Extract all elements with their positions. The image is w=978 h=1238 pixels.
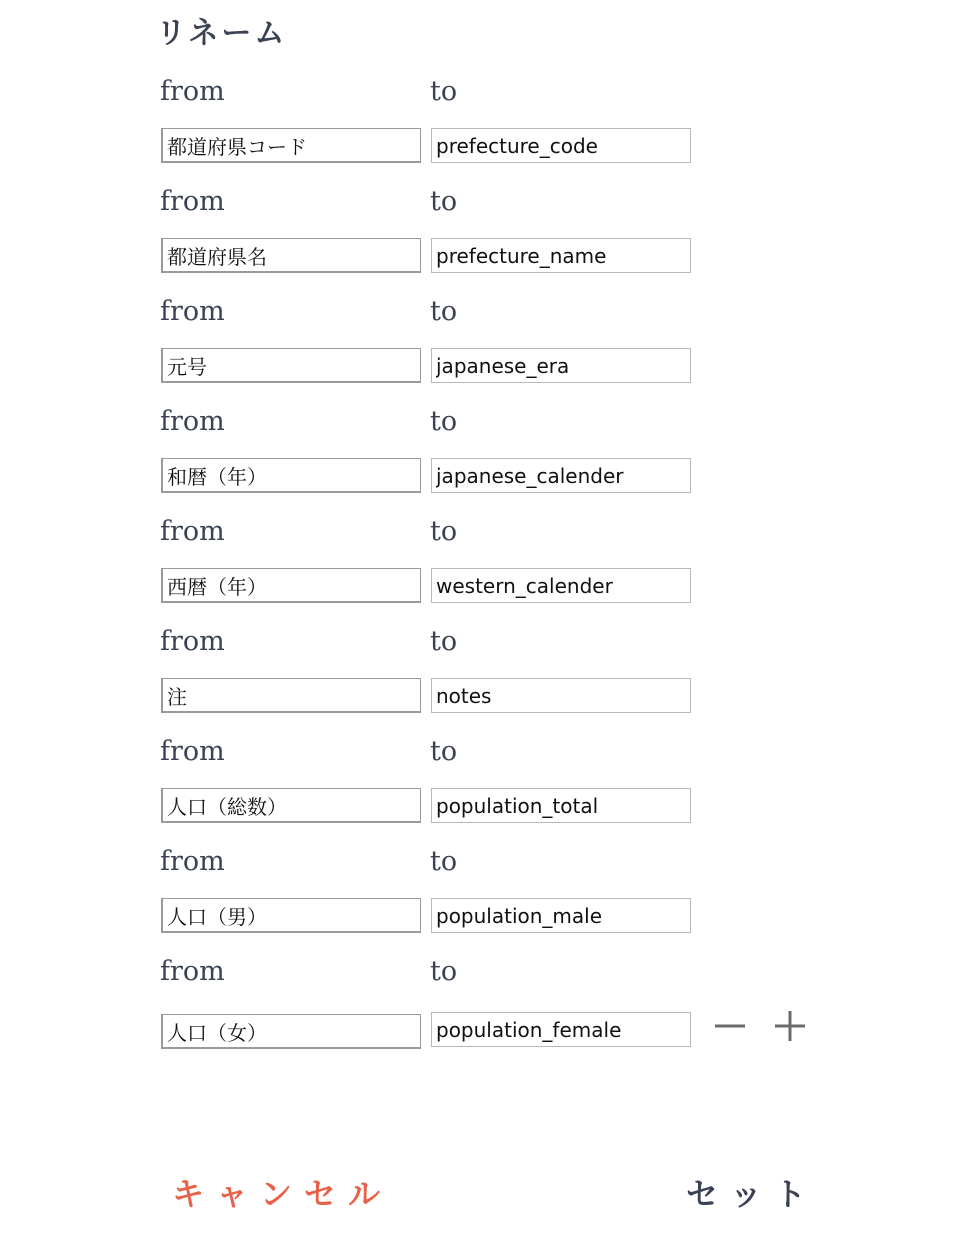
set-button[interactable]: セット xyxy=(686,1172,818,1216)
from-label: from xyxy=(160,76,225,107)
from-input[interactable] xyxy=(161,348,421,383)
mapping-row xyxy=(0,186,978,296)
to-input[interactable] xyxy=(431,788,691,823)
cancel-button[interactable]: キャンセル xyxy=(172,1172,392,1216)
mapping-row xyxy=(0,296,978,406)
from-input[interactable] xyxy=(161,568,421,603)
from-input[interactable] xyxy=(161,1014,421,1049)
to-label: to xyxy=(430,296,458,327)
mapping-row xyxy=(0,846,978,956)
from-label: from xyxy=(160,626,225,657)
mapping-row xyxy=(0,76,978,186)
to-input[interactable] xyxy=(431,348,691,383)
from-label: from xyxy=(160,956,225,987)
from-input[interactable] xyxy=(161,678,421,713)
row-controls xyxy=(700,1010,830,1042)
from-input[interactable] xyxy=(161,128,421,163)
from-label: from xyxy=(160,406,225,437)
add-row-button[interactable] xyxy=(770,1010,810,1042)
from-label: from xyxy=(160,846,225,877)
to-input[interactable] xyxy=(431,238,691,273)
to-input[interactable] xyxy=(431,678,691,713)
to-label: to xyxy=(430,846,458,877)
from-input[interactable] xyxy=(161,458,421,493)
to-input[interactable] xyxy=(431,1012,691,1047)
to-label: to xyxy=(430,956,458,987)
from-input[interactable] xyxy=(161,788,421,823)
from-label: from xyxy=(160,516,225,547)
minus-icon xyxy=(710,1010,750,1042)
mapping-row xyxy=(0,956,978,1066)
from-label: from xyxy=(160,296,225,327)
to-label: to xyxy=(430,186,458,217)
dialog-title: リネーム xyxy=(156,16,288,51)
to-input[interactable] xyxy=(431,568,691,603)
to-label: to xyxy=(430,76,458,107)
to-input[interactable] xyxy=(431,128,691,163)
from-input[interactable] xyxy=(161,238,421,273)
plus-icon xyxy=(770,1010,810,1042)
mapping-row xyxy=(0,736,978,846)
to-label: to xyxy=(430,406,458,437)
to-label: to xyxy=(430,516,458,547)
mapping-row xyxy=(0,516,978,626)
from-label: from xyxy=(160,736,225,767)
from-input[interactable] xyxy=(161,898,421,933)
to-input[interactable] xyxy=(431,898,691,933)
remove-row-button[interactable] xyxy=(710,1010,750,1042)
to-label: to xyxy=(430,736,458,767)
mapping-row xyxy=(0,626,978,736)
mapping-row xyxy=(0,406,978,516)
to-input[interactable] xyxy=(431,458,691,493)
to-label: to xyxy=(430,626,458,657)
from-label: from xyxy=(160,186,225,217)
